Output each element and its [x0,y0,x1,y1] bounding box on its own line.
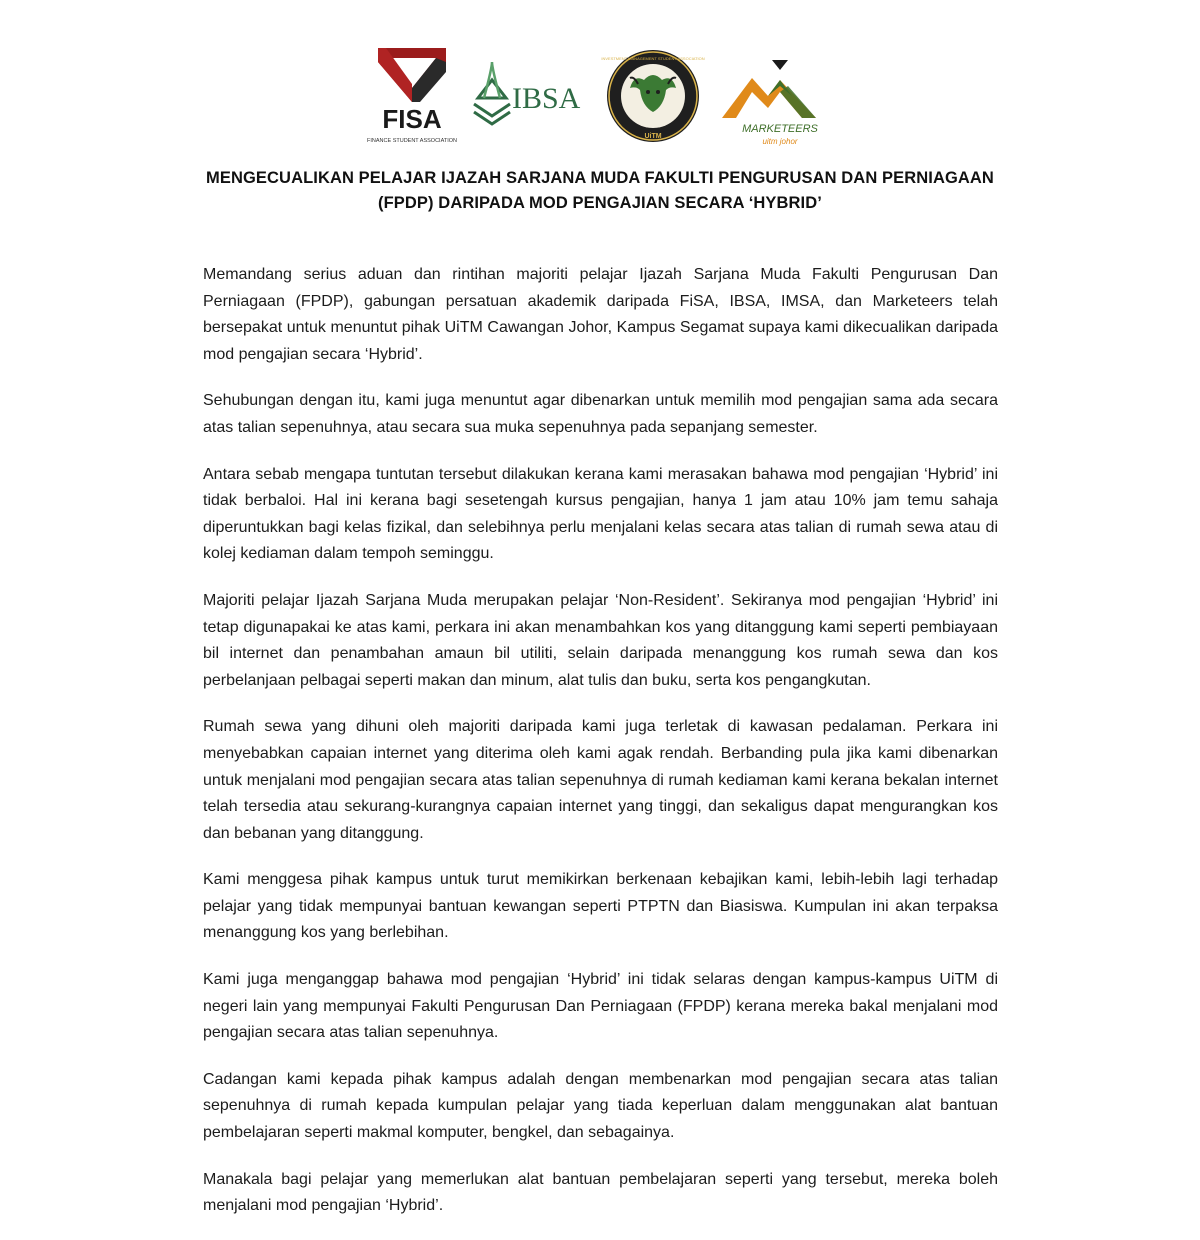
title-line-2: (FPDP) DARIPADA MOD PENGAJIAN SECARA ‘HYBRID’ [378,194,822,212]
fisa-logo [367,44,457,156]
imsa-logo-ring-text: INVESTMENT MANAGEMENT STUDENT ASSOCIATION [601,56,705,61]
logo-row [0,40,1200,160]
marketeers-logo-subtitle: uitm johor [762,137,798,146]
paragraph: Antara sebab mengapa tuntutan tersebut dilakukan kerana kami merasakan bahawa mod pengajian ‘Hybrid’ ini tidak berbaloi. Hal ini kerana bagi sesetengah kursus pengajian, hanya 1 jam atau 10% jam temu sahaja diperuntukkan bagi kelas fizikal, dan selebihnya perlu menjalani kelas secara atas talian di rumah sewa atau di kolej kediaman dalam tempoh seminggu. [203,465,998,563]
imsa-logo-bottom-text: UiTM [644,133,662,140]
marketeers-logo-name: MARKETEERS [742,123,818,135]
paragraph: Sehubungan dengan itu, kami juga menuntut agar dibenarkan untuk memilih mod pengajian sama ada secara atas talian sepenuhnya, atau secara sua muka sepenuhnya pada sepanjang semester. [203,392,998,436]
imsa-logo [601,46,705,150]
document-title [150,166,1050,216]
fisa-logo-subtitle: FINANCE STUDENT ASSOCIATION [367,138,457,144]
ibsa-logo [470,58,592,138]
marketeers-logo [716,56,844,148]
document-body [203,262,998,1240]
paragraph: Kami juga menganggap bahawa mod pengajian ‘Hybrid’ ini tidak selaras dengan kampus-kampus UiTM di negeri lain yang mempunyai Fakulti Pengurusan Dan Perniagaan (FPDP) kerana mereka bakal menjalani mod pengajian secara atas talian sepenuhnya. [203,971,998,1042]
paragraph: Rumah sewa yang dihuni oleh majoriti daripada kami juga terletak di kawasan pedalaman. Perkara ini menyebabkan capaian internet yang diterima oleh kami agak rendah. Berbanding pula jika kami dibenarkan untuk menjalani mod pengajian secara atas talian sepenuhnya di rumah kediaman kami kerana bekalan internet telah tersedia atau sekurang-kurangnya capaian internet yang tinggi, dan sekaligus dapat mengurangkan kos dan bebanan yang ditanggung. [203,718,998,842]
paragraph: Manakala bagi pelajar yang memerlukan alat bantuan pembelajaran seperti yang tersebut, mereka boleh menjalani mod pengajian ‘Hybrid’. [203,1170,998,1215]
fisa-logo-name: FISA [382,104,442,134]
paragraph: Kami menggesa pihak kampus untuk turut memikirkan berkenaan kebajikan kami, lebih-lebih lagi terhadap pelajar yang tidak mempunyai bantuan kewangan seperti PTPTN dan Biasiswa. Kumpulan ini akan terpaksa menanggung kos yang berlebihan. [203,871,998,942]
paragraph: Majoriti pelajar Ijazah Sarjana Muda merupakan pelajar ‘Non-Resident’. Sekiranya mod pengajian ‘Hybrid’ ini tetap digunapakai ke atas kami, perkara ini akan menambahkan kos yang ditanggung kami seperti pembiayaan bil internet dan penambahan amaun bil utiliti, selain daripada menanggung kos rumah sewa dan kos perbelanjaan pelbagai seperti makan dan minum, alat tulis dan buku, serta kos pengangkutan. [203,591,998,689]
paragraph: Cadangan kami kepada pihak kampus adalah dengan membenarkan mod pengajian secara atas talian sepenuhnya di rumah kepada kumpulan pelajar yang tiada keperluan dalam menggunakan alat bantuan pembelajaran seperti makmal komputer, bengkel, dan sebagainya. [203,1070,998,1142]
title-line-1: MENGECUALIKAN PELAJAR IJAZAH SARJANA MUDA FAKULTI PENGURUSAN DAN PERNIAGAAN [206,169,994,187]
ibsa-logo-name: IBSA [512,82,581,115]
paragraph: Memandang serius aduan dan rintihan majoriti pelajar Ijazah Sarjana Muda Fakulti Pengurusan Dan Perniagaan (FPDP), gabungan persatuan akademik daripada FiSA, IBSA, IMSA, dan Marketeers telah bersepakat untuk menuntut pihak UiTM Cawangan Johor, Kampus Segamat supaya kami dikecualikan daripada mod pengajian secara ‘Hybrid’. [203,266,998,363]
